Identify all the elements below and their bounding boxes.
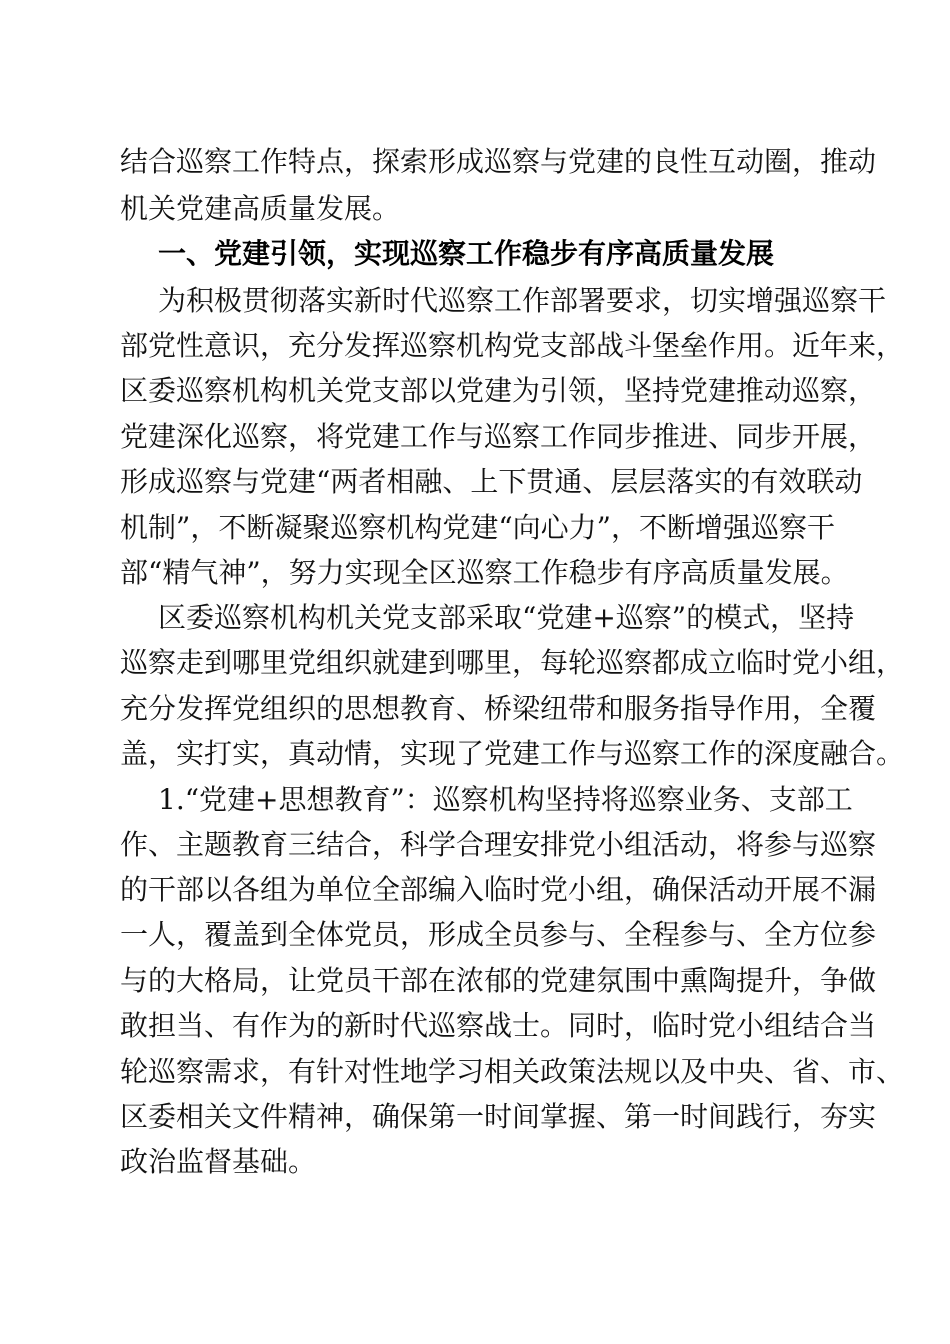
text-line: 一人，覆盖到全体党员，形成全员参与、全程参与、全方位参 bbox=[120, 918, 877, 951]
text-line: 机关党建高质量发展。 bbox=[120, 192, 401, 225]
text-line: 巡察走到哪里党组织就建到哪里，每轮巡察都成立临时党小组， bbox=[120, 646, 905, 679]
text-line: 党建深化巡察，将党建工作与巡察工作同步推进、同步开展， bbox=[120, 420, 877, 453]
text-line: 为积极贯彻落实新时代巡察工作部署要求，切实增强巡察干 bbox=[158, 284, 887, 317]
text-line: 的干部以各组为单位全部编入临时党小组，确保活动开展不漏 bbox=[120, 873, 877, 906]
text-line: 机制”，不断凝聚巡察机构党建“向心力”，不断增强巡察干 bbox=[120, 511, 835, 544]
text-line: 结合巡察工作特点，探索形成巡察与党建的良性互动圈，推动 bbox=[120, 145, 877, 178]
text-line: 部党性意识，充分发挥巡察机构党支部战斗堡垒作用。近年来， bbox=[120, 329, 905, 362]
text-line: 作、主题教育三结合，科学合理安排党小组活动，将参与巡察 bbox=[120, 828, 877, 861]
text-line: 轮巡察需求，有针对性地学习相关政策法规以及中央、省、市、 bbox=[120, 1055, 905, 1088]
text-line: 盖，实打实，真动情，实现了党建工作与巡察工作的深度融合。 bbox=[120, 737, 905, 770]
text-line: 政治监督基础。 bbox=[120, 1145, 317, 1178]
text-line: 部“精气神”，努力实现全区巡察工作稳步有序高质量发展。 bbox=[120, 556, 849, 589]
text-line: 区委巡察机构机关党支部以党建为引领，坚持党建推动巡察， bbox=[120, 374, 877, 407]
text-line: 与的大格局，让党员干部在浓郁的党建氛围中熏陶提升，争做 bbox=[120, 964, 877, 997]
text-line: 形成巡察与党建“两者相融、上下贯通、层层落实的有效联动 bbox=[120, 465, 863, 498]
numbered-item-line: 1.“党建+思想教育”：巡察机构坚持将巡察业务、支部工 bbox=[158, 783, 853, 816]
text-line: 充分发挥党组织的思想教育、桥梁纽带和服务指导作用，全覆 bbox=[120, 692, 877, 725]
text-line: 区委相关文件精神，确保第一时间掌握、第一时间践行，夯实 bbox=[120, 1100, 877, 1133]
text-line: 区委巡察机构机关党支部采取“党建+巡察”的模式，坚持 bbox=[158, 601, 855, 634]
section-heading: 一、党建引领，实现巡察工作稳步有序高质量发展 bbox=[158, 237, 775, 270]
text-line: 敢担当、有作为的新时代巡察战士。同时，临时党小组结合当 bbox=[120, 1009, 877, 1042]
